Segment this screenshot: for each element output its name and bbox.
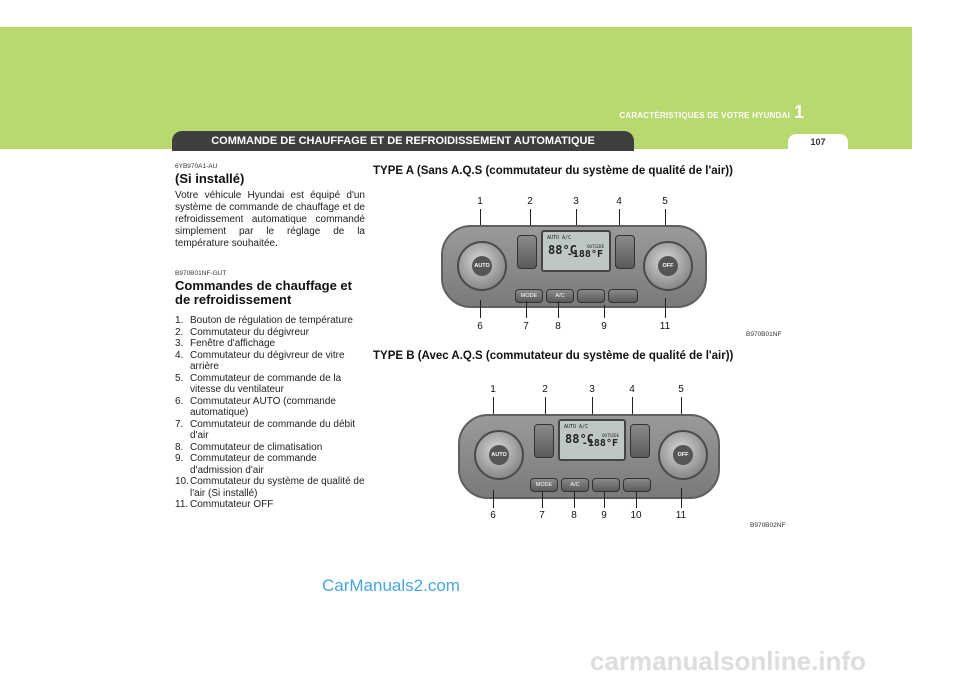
figure-b-title: TYPE B (Avec A.Q.S (commutateur du système de qualité de l'air)) — [373, 350, 734, 362]
list-item: 6. Commutateur AUTO (commande automatique) — [175, 395, 336, 418]
callout-number: 9 — [601, 321, 607, 332]
leader-line — [604, 492, 605, 508]
callout-number: 4 — [629, 384, 635, 395]
rear-defrost-button[interactable] — [630, 424, 650, 458]
callout-number: 1 — [477, 196, 483, 207]
callout-number: 11 — [675, 510, 687, 521]
list-item: 5. Commutateur de commande de la vitesse du ventilateur — [175, 372, 342, 395]
ac-button[interactable]: A/C — [561, 478, 589, 492]
list-item: 10. Commutateur du système de qualité de l'air (Si installé) — [175, 476, 365, 499]
callout-number: 4 — [616, 196, 622, 207]
climate-panel-b — [458, 414, 720, 499]
chapter-number: 1 — [794, 102, 805, 122]
heading-installed: (Si installé) — [175, 171, 245, 186]
leader-line — [526, 301, 527, 318]
list-item: 4. Commutateur du dégivreur de vitre arrière — [175, 349, 345, 372]
list-item: 9. Commutateur de commande d'admission d'air — [175, 453, 317, 476]
leader-line — [636, 492, 637, 508]
figure-a-code: B970B01NF — [746, 331, 782, 338]
left-column — [175, 163, 365, 511]
display-window: AUTO A/C 88°C OUTSIDE -188°F — [541, 230, 611, 272]
leader-line — [681, 488, 682, 508]
callout-number: 2 — [527, 196, 533, 207]
list-item: 2. Commutateur du dégivreur — [175, 326, 309, 338]
list-item: 1. Bouton de régulation de température — [175, 315, 353, 326]
leader-line — [542, 492, 543, 508]
mode-button[interactable]: MODE — [515, 289, 543, 303]
leader-line — [493, 490, 494, 508]
header-band — [0, 0, 960, 149]
figure-b-code: B970B02NF — [750, 522, 786, 529]
list-item: 11. Commutateur OFF — [175, 499, 274, 510]
doc-code-2: B970B01NF-GUT — [175, 270, 227, 277]
callout-number: 11 — [659, 321, 671, 332]
air-intake-button[interactable] — [577, 289, 605, 303]
temperature-knob[interactable] — [474, 430, 524, 480]
figure-a-title: TYPE A (Sans A.Q.S (commutateur du système de qualité de l'air)) — [373, 165, 733, 177]
callout-number: 8 — [571, 510, 577, 521]
watermark-carmanuals2[interactable]: CarManuals2.com — [322, 576, 460, 595]
callout-number: 5 — [678, 384, 684, 395]
callout-number: 3 — [589, 384, 595, 395]
callout-number: 8 — [555, 321, 561, 332]
callout-number: 6 — [477, 321, 483, 332]
rear-defrost-button[interactable] — [615, 235, 635, 269]
temperature-knob[interactable] — [457, 241, 507, 291]
section-title: COMMANDE DE CHAUFFAGE ET DE REFROIDISSEMENT AUTOMATIQUE — [172, 131, 634, 151]
auto-button[interactable]: AUTO — [489, 445, 509, 465]
list-item: 3. Fenêtre d'affichage — [175, 338, 276, 349]
aqs-button[interactable] — [623, 478, 651, 492]
page-number: 107 — [788, 134, 848, 150]
display-window: AUTO A/C 88°C OUTSIDE -188°F — [558, 419, 626, 461]
heading-controls: Commandes de chauffage et de refroidissement — [175, 278, 352, 307]
chapter-label: CARACTÉRISTIQUES DE VOTRE HYUNDAI — [619, 111, 790, 120]
doc-code-1: 6YB970A1-AU — [175, 163, 218, 170]
fan-speed-knob[interactable] — [658, 430, 708, 480]
callout-number: 10 — [630, 510, 642, 521]
air-intake-button[interactable] — [592, 478, 620, 492]
fan-speed-knob[interactable] — [643, 241, 693, 291]
ac-button[interactable]: A/C — [546, 289, 574, 303]
leader-line — [558, 301, 559, 318]
callout-number: 2 — [542, 384, 548, 395]
recirculation-button[interactable] — [608, 289, 638, 303]
leader-line — [665, 298, 666, 318]
leader-line — [574, 492, 575, 508]
auto-button[interactable]: AUTO — [472, 256, 492, 276]
off-button[interactable]: OFF — [658, 256, 678, 276]
defrost-button[interactable] — [534, 424, 554, 458]
callout-number: 9 — [601, 510, 607, 521]
leader-line — [480, 300, 481, 318]
list-item: 8. Commutateur de climatisation — [175, 441, 323, 453]
callout-number: 6 — [490, 510, 496, 521]
callout-number: 3 — [573, 196, 579, 207]
intro-paragraph: Votre véhicule Hyundai est équipé d'un système de commande de chauffage et de refroidissement automatique commandé simplement par le réglage de la température souhaitée. — [175, 190, 365, 249]
mode-button[interactable]: MODE — [530, 478, 558, 492]
list-item: 7. Commutateur de commande du débit d'air — [175, 418, 356, 441]
off-button[interactable]: OFF — [673, 445, 693, 465]
controls-list — [175, 315, 365, 511]
defrost-button[interactable] — [517, 235, 537, 269]
callout-number: 7 — [539, 510, 545, 521]
climate-panel-a — [441, 225, 707, 308]
callout-number: 7 — [523, 321, 529, 332]
callout-number: 5 — [662, 196, 668, 207]
leader-line — [604, 305, 605, 318]
callout-number: 1 — [490, 384, 496, 395]
watermark-carmanualsonline[interactable]: carmanualsonline.info — [590, 646, 866, 676]
